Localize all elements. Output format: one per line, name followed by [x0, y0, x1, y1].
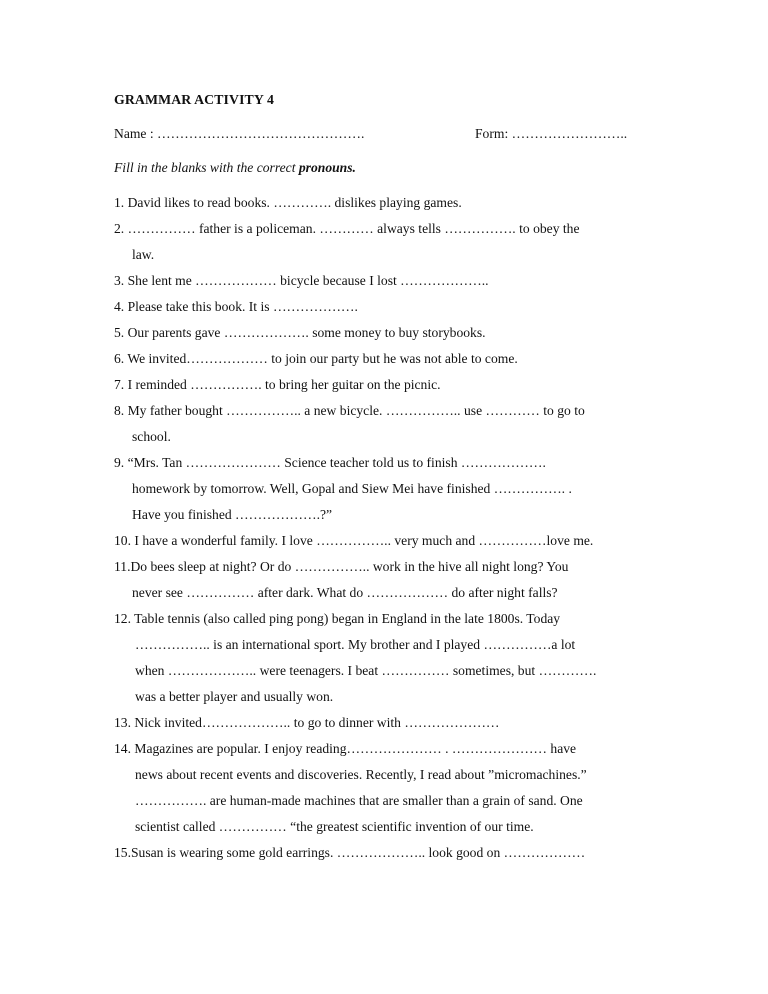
instruction-text	[114, 160, 356, 176]
question-14-line: 14. Magazines are popular. I enjoy reading………………… . ………………… have	[114, 741, 577, 756]
question-10-line: 10. I have a wonderful family. I love …………….. very much and ……………love me.	[114, 533, 594, 548]
question-12-continuation-1: …………….. is an international sport. My brother and I played ……………a lot	[135, 637, 576, 652]
question-5-line: 5. Our parents gave ………………. some money to buy storybooks.	[114, 325, 486, 340]
question-15-line: 15.Susan is wearing some gold earrings. ……………….. look good on ………………	[114, 845, 586, 860]
question-14-continuation-1: news about recent events and discoveries. Recently, I read about ”micromachines.”	[135, 767, 587, 782]
question-12-continuation-2: when ……………….. were teenagers. I beat …………… sometimes, but ………….	[135, 663, 597, 678]
question-4-line: 4. Please take this book. It is ……………….	[114, 299, 358, 314]
question-14-continuation-2: ……………. are human-made machines that are smaller than a grain of sand. One	[135, 793, 583, 808]
question-9-line: 9. “Mrs. Tan ………………… Science teacher told us to finish ……………….	[114, 455, 546, 470]
student-info-row	[114, 126, 674, 146]
question-7-line: 7. I reminded ……………. to bring her guitar on the picnic.	[114, 377, 441, 392]
question-3-line: 3. She lent me ……………… bicycle because I lost ………………..	[114, 273, 489, 288]
question-8-continuation: school.	[132, 429, 171, 444]
question-6-line: 6. We invited……………… to join our party but he was not able to come.	[114, 351, 518, 366]
question-2-continuation: law.	[132, 247, 155, 262]
question-12-line: 12. Table tennis (also called ping pong) began in England in the late 1800s. Today	[114, 611, 561, 626]
instruction-keyword: pronouns.	[298, 160, 356, 175]
question-11-line: 11.Do bees sleep at night? Or do …………….. work in the hive all night long? You	[114, 559, 569, 574]
question-14-continuation-3: scientist called …………… “the greatest scientific invention of our time.	[135, 819, 534, 834]
page-title: GRAMMAR ACTIVITY 4	[114, 92, 274, 107]
name-field: Name : ……………………………………….	[114, 126, 365, 141]
instruction-prefix: Fill in the blanks with the correct	[114, 160, 299, 175]
question-11-continuation: never see …………… after dark. What do ……………… do after night falls?	[132, 585, 558, 600]
question-9-continuation-1: homework by tomorrow. Well, Gopal and Siew Mei have finished ……………. .	[132, 481, 572, 496]
question-12-continuation-3: was a better player and usually won.	[135, 689, 334, 704]
question-2-line: 2. …………… father is a policeman. ………… always tells ……………. to obey the	[114, 221, 580, 236]
question-1-line: 1. David likes to read books. …………. dislikes playing games.	[114, 195, 462, 210]
form-field: Form: ……………………..	[475, 126, 628, 141]
question-13-line: 13. Nick invited……………….. to go to dinner with …………………	[114, 715, 500, 730]
question-9-continuation-2: Have you finished ……………….?”	[132, 507, 333, 522]
question-8-line: 8. My father bought …………….. a new bicycle. …………….. use ………… to go to	[114, 403, 585, 418]
